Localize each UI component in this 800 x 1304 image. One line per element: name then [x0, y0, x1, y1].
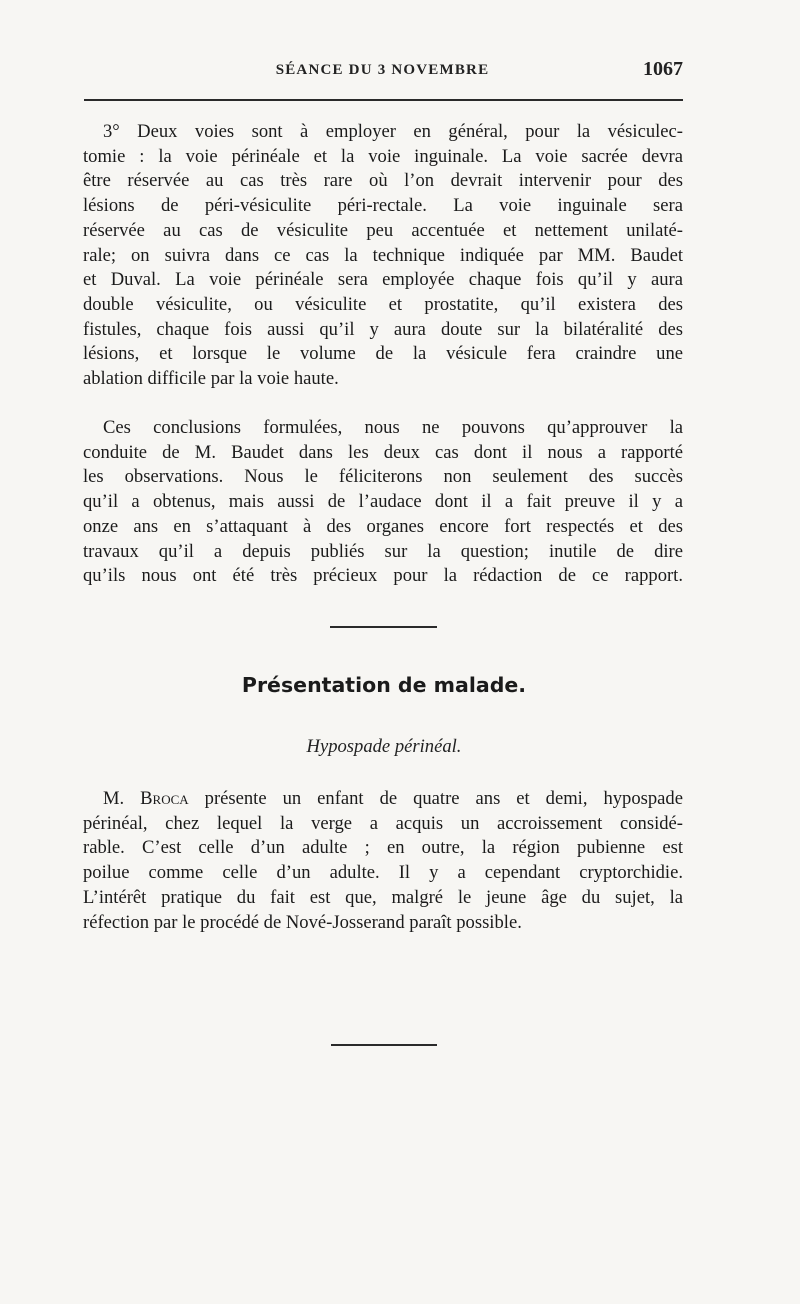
- text-line: réservée au cas de vésiculite peu accentuée et nettement unilaté-: [83, 219, 683, 241]
- text-line: travaux qu’il a depuis publiés sur la question; inutile de dire: [83, 540, 683, 562]
- text-line: être réservée au cas très rare où l’on devrait intervenir pour des: [83, 170, 683, 192]
- text-line: fistules, chaque fois aussi qu’il y aura doute sur la bilatéralité des: [83, 318, 683, 340]
- text-line: rale; on suivra dans ce cas la technique indiquée par MM. Baudet: [83, 244, 683, 266]
- text-line: onze ans en s’attaquant à des organes encore fort respectés et des: [83, 515, 683, 537]
- text-line: lésions, et lorsque le volume de la vésicule fera craindre une: [83, 343, 683, 365]
- first-line-rest: présente un enfant de quatre ans et demi, hypospade: [188, 788, 683, 809]
- text-line: tomie : la voie périnéale et la voie inguinale. La voie sacrée devra: [83, 145, 683, 167]
- speaker-name: Broca: [140, 788, 189, 809]
- page-number: 1067: [643, 58, 683, 80]
- text-line: les observations. Nous le féliciterons non seulement des succès: [83, 466, 683, 488]
- running-head: [82, 60, 683, 88]
- text-line: Ces conclusions formulées, nous ne pouvons qu’approuver la: [103, 417, 683, 438]
- paragraph-conclusions: [83, 120, 683, 392]
- text-line: conduite de M. Baudet dans les deux cas dont il nous a rapporté: [83, 441, 683, 463]
- text-line: poilue comme celle d’un adulte. Il y a cependant cryptorchidie.: [83, 862, 683, 884]
- text-line: périnéal, chez lequel la verge a acquis un accroissement considé-: [83, 812, 683, 834]
- text-line: et Duval. La voie périnéale sera employée chaque fois qu’il y aura: [83, 269, 683, 291]
- running-title: SÉANCE DU 3 NOVEMBRE: [275, 62, 490, 78]
- section-subheading: [0, 736, 800, 758]
- section-heading: [0, 673, 800, 697]
- text-line: 3° Deux voies sont à employer en général, pour la vésiculec-: [103, 121, 683, 142]
- text-line: réfection par le procédé de Nové-Josserand paraît possible.: [83, 911, 522, 933]
- text-line: rable. C’est celle d’un adulte ; en outre, la région pubienne est: [83, 837, 683, 859]
- header-rule: [84, 99, 683, 101]
- text-line: double vésiculite, ou vésiculite et prostatite, qu’il existera des: [83, 293, 683, 315]
- section-subheading-text: Hypospade périnéal.: [306, 736, 462, 757]
- section-separator: [330, 626, 437, 628]
- section-heading-text: Présentation de malade.: [241, 673, 527, 697]
- end-separator: [331, 1044, 437, 1046]
- text-line: lésions de péri-vésiculite péri-rectale. La voie inguinale sera: [83, 195, 683, 217]
- text-line: L’intérêt pratique du fait est que, malgré le jeune âge du sujet, la: [83, 886, 683, 908]
- paragraph-case-presentation: [83, 787, 683, 935]
- paragraph-approval: [83, 416, 683, 589]
- text-line: qu’ils nous ont été très précieux pour la rédaction de ce rapport.: [83, 565, 683, 587]
- speaker-prefix: M.: [103, 788, 141, 809]
- text-line: qu’il a obtenus, mais aussi de l’audace dont il a fait preuve il y a: [83, 491, 683, 513]
- text-line: [83, 787, 683, 812]
- text-line: ablation difficile par la voie haute.: [83, 368, 339, 390]
